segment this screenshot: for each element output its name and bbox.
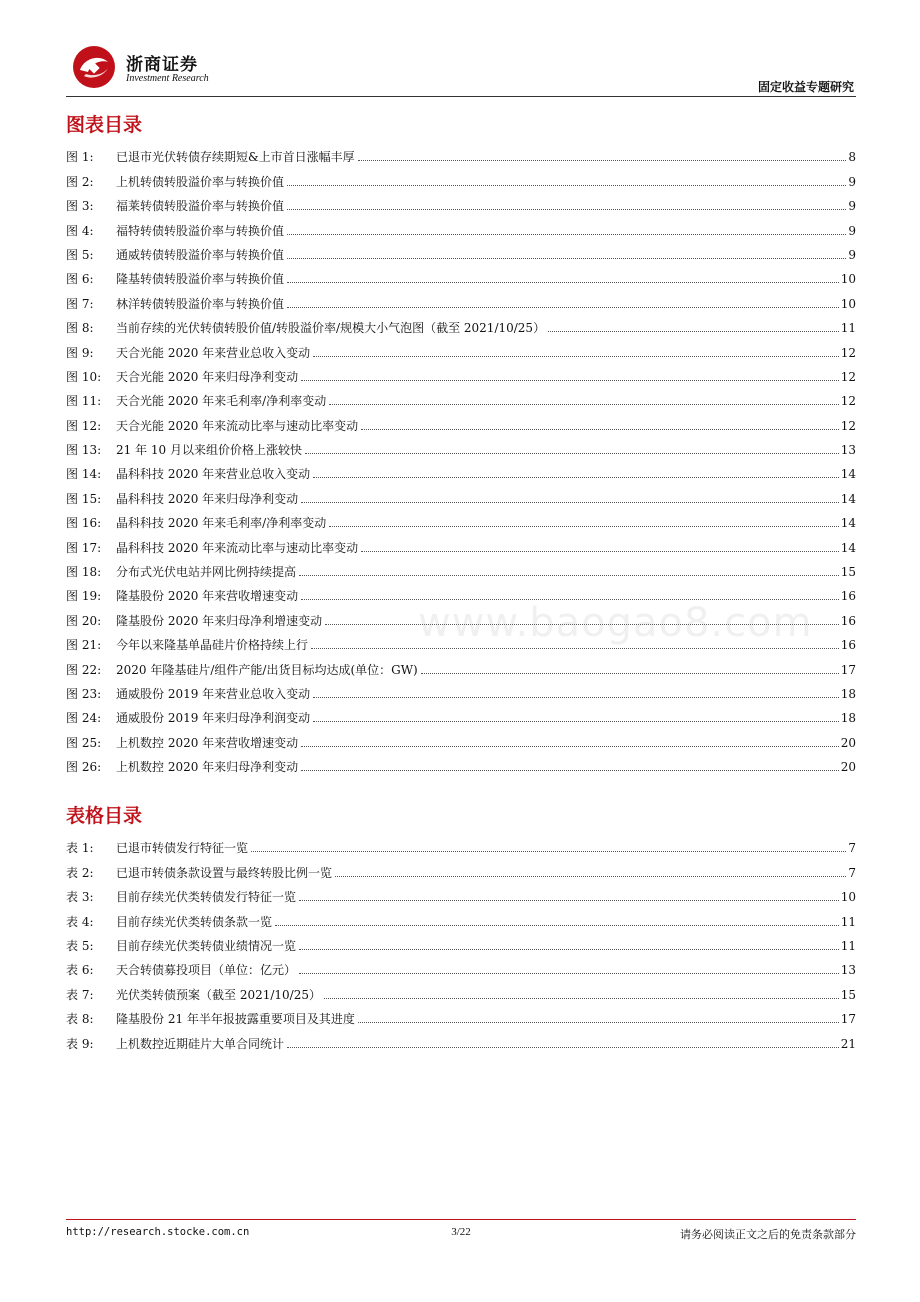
toc-entry-number: 图 5: [66,247,94,262]
toc-entry-page: 7 [848,865,856,880]
toc-entry-label [66,492,298,506]
toc-entry-title: 通威股份 2019 年来营业总收入变动 [116,686,311,701]
toc-entry-label [66,939,296,953]
toc-entry-number: 表 7: [66,987,94,1002]
toc-entry-page: 16 [840,638,856,653]
toc-entry-page: 10 [840,272,856,287]
toc-entry-label [66,866,332,880]
toc-entry-number: 表 8: [66,1012,94,1027]
toc-entry-label [66,370,298,384]
toc-dot-leader [335,876,846,877]
toc-dot-leader [329,526,839,527]
toc-dot-leader [329,404,839,405]
toc-entry-title: 2020 年隆基硅片/组件产能/出货目标均达成(单位：GW) [116,662,418,677]
figure-toc-entry[interactable] [66,555,856,579]
figure-toc-entry[interactable] [66,701,856,725]
toc-entry-title: 上机数控 2020 年来归母净利变动 [116,760,299,775]
figure-toc-entry[interactable] [66,311,856,335]
watermark: www.baogao8.com [418,600,813,646]
figures-toc-title: 图表目录 [66,114,143,136]
figure-toc-entry[interactable] [66,286,856,310]
toc-entry-label [66,321,545,335]
toc-entry-number: 图 13: [66,443,102,458]
toc-entry-label [66,915,272,929]
toc-entry-label [66,736,298,750]
tables-toc-title: 表格目录 [66,805,143,827]
toc-entry-number: 图 2: [66,174,94,189]
toc-entry-number: 表 4: [66,914,94,929]
toc-entry-page: 15 [840,565,856,580]
tables-toc [66,801,856,1051]
toc-entry-label [66,443,302,457]
toc-dot-leader [301,502,839,503]
toc-entry-label [66,199,284,213]
toc-entry-title: 光伏类转债预案（截至 2021/10/25） [116,987,321,1002]
toc-entry-title: 天合光能 2020 年来流动比率与速动比率变动 [116,418,359,433]
figures-toc-list [66,140,856,774]
toc-entry-title: 当前存续的光伏转债转股价值/转股溢价率/规模大小气泡图（截至 2021/10/25） [116,321,546,336]
toc-dot-leader [313,697,839,698]
toc-entry-number: 表 9: [66,1036,94,1051]
toc-dot-leader [287,234,846,235]
toc-entry-title: 隆基股份 2020 年来营收增速变动 [116,589,299,604]
toc-entry-page: 18 [840,711,856,726]
toc-entry-page: 12 [840,369,856,384]
toc-entry-title: 晶科科技 2020 年来归母净利变动 [116,491,299,506]
toc-entry-number: 图 14: [66,467,102,482]
toc-entry-label [66,175,284,189]
toc-entry-page: 21 [840,1036,856,1051]
toc-dot-leader [299,900,839,901]
toc-entry-title: 隆基转债转股溢价率与转换价值 [116,272,285,287]
toc-dot-leader [287,209,846,210]
toc-entry-page: 9 [848,247,856,262]
toc-entry-label [66,988,321,1002]
toc-entry-number: 图 8: [66,321,94,336]
toc-entry-title: 通威转债转股溢价率与转换价值 [116,247,285,262]
toc-dot-leader [287,307,839,308]
figure-toc-entry[interactable] [66,408,856,432]
toc-entry-number: 图 23: [66,686,102,701]
toc-entry-page: 9 [848,174,856,189]
table-toc-entry[interactable] [66,1002,856,1026]
toc-entry-label [66,541,358,555]
footer-disclaimer-note: 请务必阅读正文之后的免责条款部分 [680,1228,856,1241]
page-header [66,40,856,98]
toc-entry-title: 目前存续光伏类转债业绩情况一览 [116,938,297,953]
tables-toc-list [66,831,856,1051]
toc-entry-label [66,589,298,603]
toc-entry-number: 图 7: [66,296,94,311]
toc-entry-label [66,224,284,238]
toc-entry-title: 林洋转债转股溢价率与转换价值 [116,296,285,311]
toc-entry-title: 已退市光伏转债存续期短&上市首日涨幅丰厚 [116,150,355,165]
toc-entry-title: 今年以来隆基单晶硅片价格持续上行 [116,638,309,653]
toc-entry-title: 隆基股份 2020 年来归母净利增速变动 [116,613,323,628]
figure-toc-entry[interactable] [66,506,856,530]
toc-dot-leader [358,1022,839,1023]
report-type: 固定收益专题研究 [757,80,854,94]
toc-entry-title: 天合光能 2020 年来归母净利变动 [116,369,299,384]
toc-entry-page: 14 [840,491,856,506]
footer-divider [66,1219,856,1220]
toc-entry-page: 13 [840,963,856,978]
toc-entry-label [66,963,296,977]
figure-toc-entry[interactable] [66,238,856,262]
toc-entry-page: 12 [840,418,856,433]
figures-toc [66,110,856,774]
toc-entry-number: 图 4: [66,223,94,238]
toc-entry-page: 17 [840,1012,856,1027]
toc-entry-page: 13 [840,443,856,458]
page-footer [66,1226,856,1242]
toc-entry-title: 天合光能 2020 年来营业总收入变动 [116,345,311,360]
toc-entry-page: 12 [840,394,856,409]
figure-toc-entry[interactable] [66,677,856,701]
toc-dot-leader [361,551,839,552]
table-toc-entry[interactable] [66,977,856,1001]
toc-entry-number: 图 17: [66,540,102,555]
toc-entry-title: 福莱转债转股溢价率与转换价值 [116,199,285,214]
toc-dot-leader [299,949,839,950]
toc-entry-title: 福特转债转股溢价率与转换价值 [116,223,285,238]
toc-entry-number: 表 1: [66,841,94,856]
table-toc-entry[interactable] [66,855,856,879]
toc-entry-title: 已退市转债条款设置与最终转股比例一览 [116,865,333,880]
toc-entry-number: 图 1: [66,150,94,165]
toc-dot-leader [311,648,839,649]
toc-entry-number: 图 6: [66,272,94,287]
toc-dot-leader [287,258,846,259]
toc-entry-page: 20 [840,760,856,775]
toc-entry-label [66,1037,284,1051]
figure-toc-entry[interactable] [66,360,856,384]
toc-entry-title: 上机转债转股溢价率与转换价值 [116,174,285,189]
toc-entry-page: 10 [840,296,856,311]
toc-dot-leader [299,973,839,974]
toc-entry-title: 分布式光伏电站并网比例持续提高 [116,565,297,580]
toc-entry-label [66,565,296,579]
toc-entry-page: 10 [840,890,856,905]
toc-dot-leader [301,380,839,381]
header-divider [66,96,856,97]
toc-entry-title: 21 年 10 月以来组价价格上涨较快 [116,443,302,458]
toc-entry-label [66,760,298,774]
figure-toc-entry[interactable] [66,481,856,505]
toc-entry-label [66,890,296,904]
toc-entry-label [66,467,310,481]
toc-entry-page: 11 [840,321,856,336]
toc-entry-label [66,248,284,262]
toc-dot-leader [313,721,839,722]
toc-entry-label [66,272,284,286]
toc-entry-label [66,841,248,855]
toc-entry-number: 图 21: [66,638,102,653]
toc-entry-number: 表 3: [66,890,94,905]
footer-page-number: 3/22 [451,1226,471,1238]
figure-toc-entry[interactable] [66,457,856,481]
toc-entry-number: 表 5: [66,938,94,953]
toc-entry-label [66,516,326,530]
company-logo-icon [70,44,118,90]
toc-entry-label [66,297,284,311]
toc-entry-page: 20 [840,735,856,750]
toc-entry-number: 图 10: [66,369,102,384]
toc-entry-title: 目前存续光伏类转债条款一览 [116,914,273,929]
toc-entry-page: 16 [840,613,856,628]
toc-dot-leader [421,673,839,674]
toc-entry-label [66,419,358,433]
toc-entry-page: 14 [840,516,856,531]
brand-name-cn: 浙商证券 [126,55,198,75]
figure-toc-entry[interactable] [66,750,856,774]
toc-entry-page: 16 [840,589,856,604]
toc-dot-leader [361,429,839,430]
table-toc-entry[interactable] [66,1026,856,1050]
toc-entry-number: 图 15: [66,491,102,506]
toc-entry-number: 图 9: [66,345,94,360]
toc-entry-label [66,663,418,677]
toc-entry-page: 9 [848,199,856,214]
toc-entry-number: 图 26: [66,760,102,775]
toc-dot-leader [287,185,846,186]
toc-entry-number: 图 25: [66,735,102,750]
toc-entry-title: 晶科科技 2020 年来营业总收入变动 [116,467,311,482]
table-toc-entry[interactable] [66,953,856,977]
toc-entry-title: 通威股份 2019 年来归母净利润变动 [116,711,311,726]
toc-entry-number: 图 19: [66,589,102,604]
toc-entry-label [66,394,326,408]
table-toc-entry[interactable] [66,929,856,953]
toc-entry-label [66,614,322,628]
toc-dot-leader [275,925,839,926]
toc-entry-page: 11 [840,938,856,953]
toc-entry-title: 已退市转债发行特征一览 [116,841,249,856]
toc-dot-leader [299,575,839,576]
toc-entry-number: 表 2: [66,865,94,880]
brand-name-en: Investment Research [126,73,209,84]
figure-toc-entry[interactable] [66,335,856,359]
toc-dot-leader [324,998,839,999]
toc-dot-leader [287,1047,839,1048]
figure-toc-entry[interactable] [66,189,856,213]
figure-toc-entry[interactable] [66,433,856,457]
toc-dot-leader [301,770,839,771]
toc-entry-title: 晶科科技 2020 年来流动比率与速动比率变动 [116,540,359,555]
toc-entry-page: 11 [840,914,856,929]
table-toc-entry[interactable] [66,880,856,904]
table-toc-entry[interactable] [66,904,856,928]
toc-entry-number: 表 6: [66,963,94,978]
toc-entry-title: 晶科科技 2020 年来毛利率/净利率变动 [116,516,327,531]
toc-entry-page: 15 [840,987,856,1002]
toc-entry-title: 上机数控近期硅片大单合同统计 [116,1036,285,1051]
toc-entry-number: 图 11: [66,394,102,409]
toc-entry-page: 14 [840,467,856,482]
toc-entry-label [66,711,310,725]
toc-entry-label [66,346,310,360]
toc-entry-number: 图 18: [66,565,102,580]
figure-toc-entry[interactable] [66,140,856,164]
toc-entry-label [66,638,308,652]
toc-entry-page: 17 [840,662,856,677]
toc-dot-leader [548,331,839,332]
toc-entry-number: 图 12: [66,418,102,433]
toc-dot-leader [251,851,846,852]
toc-entry-page: 14 [840,540,856,555]
figure-toc-entry[interactable] [66,384,856,408]
table-toc-entry[interactable] [66,831,856,855]
toc-entry-title: 目前存续光伏类转债发行特征一览 [116,890,297,905]
toc-entry-number: 图 3: [66,199,94,214]
figure-toc-entry[interactable] [66,213,856,237]
toc-entry-page: 8 [848,150,856,165]
toc-entry-page: 9 [848,223,856,238]
toc-entry-title: 天合光能 2020 年来毛利率/净利率变动 [116,394,327,409]
toc-dot-leader [305,453,839,454]
toc-dot-leader [313,477,839,478]
toc-entry-label [66,687,310,701]
figure-toc-entry[interactable] [66,652,856,676]
figure-toc-entry[interactable] [66,262,856,286]
toc-entry-title: 天合转债募投项目（单位：亿元） [116,963,297,978]
toc-entry-label [66,1012,355,1026]
toc-entry-title: 上机数控 2020 年来营收增速变动 [116,735,299,750]
toc-entry-title: 隆基股份 21 年半年报披露重要项目及其进度 [116,1012,355,1027]
toc-entry-page: 7 [848,841,856,856]
toc-dot-leader [287,282,839,283]
toc-dot-leader [301,746,839,747]
toc-entry-number: 图 20: [66,613,102,628]
toc-entry-number: 图 16: [66,516,102,531]
figure-toc-entry[interactable] [66,164,856,188]
toc-dot-leader [358,160,847,161]
toc-entry-number: 图 22: [66,662,102,677]
footer-url-link[interactable]: http://research.stocke.com.cn [66,1226,250,1238]
toc-entry-page: 18 [840,686,856,701]
figure-toc-entry[interactable] [66,530,856,554]
figure-toc-entry[interactable] [66,725,856,749]
toc-entry-number: 图 24: [66,711,102,726]
toc-entry-label [66,150,355,164]
toc-dot-leader [313,356,839,357]
toc-entry-page: 12 [840,345,856,360]
